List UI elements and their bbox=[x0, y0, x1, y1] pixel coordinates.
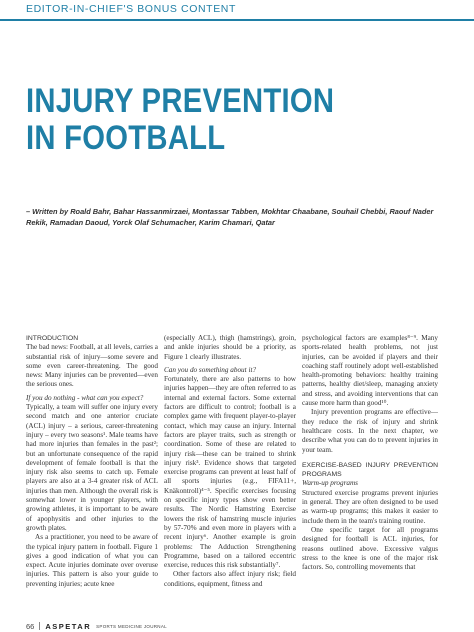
section-heading-exercise-programs: EXERCISE-BASED INJURY PREVENTION PROGRAMS bbox=[302, 461, 438, 479]
article-title bbox=[26, 83, 334, 157]
paragraph: As a practitioner, you need to be aware of the typical injury pattern in football. Figure 1 gives a good indication of what you can expect. Acute injuries dominate over overuse injuries. This pattern is also your guide to preventing injuries; acute knee bbox=[26, 533, 158, 588]
subheading: Can you do something about it? bbox=[164, 365, 257, 374]
title-line-1: INJURY PREVENTION bbox=[26, 82, 335, 120]
title-line-2: IN FOOTBALL bbox=[26, 119, 226, 157]
paragraph: Structured exercise programs prevent injuries in general. They are often designed to be used as warm-up programs; this makes it easier to include them in the team's training routine. bbox=[302, 488, 438, 525]
section-label: EDITOR-IN-CHIEF'S BONUS CONTENT bbox=[26, 3, 236, 15]
paragraph: (especially ACL), thigh (hamstrings), groin, and ankle injuries should be a priority, as Figure 1 clearly illustrates. bbox=[164, 334, 296, 361]
aspetar-logo: ASPETAR bbox=[45, 621, 92, 631]
page-footer bbox=[26, 620, 167, 632]
column-3 bbox=[302, 334, 438, 572]
paragraph: The bad news: Football, at all levels, carries a substantial risk of injury—some severe and some even career-threatening. The good news: Many injuries can be prevented—even the serious ones. bbox=[26, 343, 158, 389]
journal-name: SPORTS MEDICINE JOURNAL bbox=[96, 623, 167, 629]
paragraph: psychological factors are examples⁸⁻⁹. Many sports-related health problems, not just injuries, can be avoided if players and their coaching staff routinely adopt well-established health-promoting behaviors: healthy training patterns, healthy diet/sleep, managing anxiety and stress, and avoiding interventions that can cause more harm than good¹⁰. bbox=[302, 334, 438, 408]
paragraph: Injury prevention programs are effective—they reduce the risk of injury and shrink healthcare costs. In the next chapter, we describe what you can do to prevent injuries in your team. bbox=[302, 408, 438, 454]
article-body bbox=[26, 334, 450, 620]
page-number: 66 bbox=[26, 621, 35, 631]
paragraph: One specific target for all programs designed for football is ACL injuries, for reasons outlined above. Excessive valgus stress to the knee is one of the major risk factors. So, controlling movements that bbox=[302, 525, 438, 572]
section-heading-introduction: INTRODUCTION bbox=[26, 335, 79, 342]
paragraph: Other factors also affect injury risk; field conditions, equipment, fitness and bbox=[164, 570, 296, 588]
paragraph: Typically, a team will suffer one injury every second match and one anterior cruciate (ACL) injury – a serious, career-threatening injury – every two seasons¹. Male teams have had more injuries than females in the past²; but an unfortunate consequence of the rapid development of female football is that the injury risk also seems to catch up. Female players are also at a 3-4 greater risk of ACL injuries than men. Although the overall risk is somewhat lower in younger players, with growing athletes, it is important to be aware of apophysitis and other injuries to the growth plates. bbox=[26, 403, 158, 532]
subheading: Warm-up programs bbox=[302, 479, 358, 488]
column-1 bbox=[26, 334, 158, 589]
footer-divider bbox=[39, 622, 40, 630]
subheading: If you do nothing - what can you expect? bbox=[26, 393, 144, 402]
header-rule bbox=[0, 19, 474, 21]
column-2 bbox=[164, 334, 296, 589]
author-byline: – Written by Roald Bahr, Bahar Hassanmirzaei, Montassar Tabben, Mokhtar Chaabane, Souhail Chebbi, Raouf Nader Rekik, Ramadan Daoud, Yorck Olaf Schumacher, Karim Chamari, Qatar bbox=[26, 207, 434, 227]
paragraph: Fortunately, there are also patterns to how injuries happen—they are often referred to as internal and external factors. Some external factors are difficult to control; football is a complex game with frequent player-to-player contact, which may cause an injury. Internal factors are player traits, such as strength or coordination. Some of these are related to injury risk—these can be trained to shrink injury risk³. Evidence shows that targeted exercise programs can prevent at least half of all sports injuries (e.g., FIFA11+, Knäkontroll)⁴⁻⁵. Specific exercises focusing on specific injury types show even better results. The Nordic Hamstring Exercise lowers the risk of hamstring muscle injuries by 57-70% and even more in players with a recent injury⁶. Another example is groin problems: The Adduction Strengthening Programme, based on a tailored eccentric exercise, reduces this risk substantially⁷. bbox=[164, 375, 296, 570]
